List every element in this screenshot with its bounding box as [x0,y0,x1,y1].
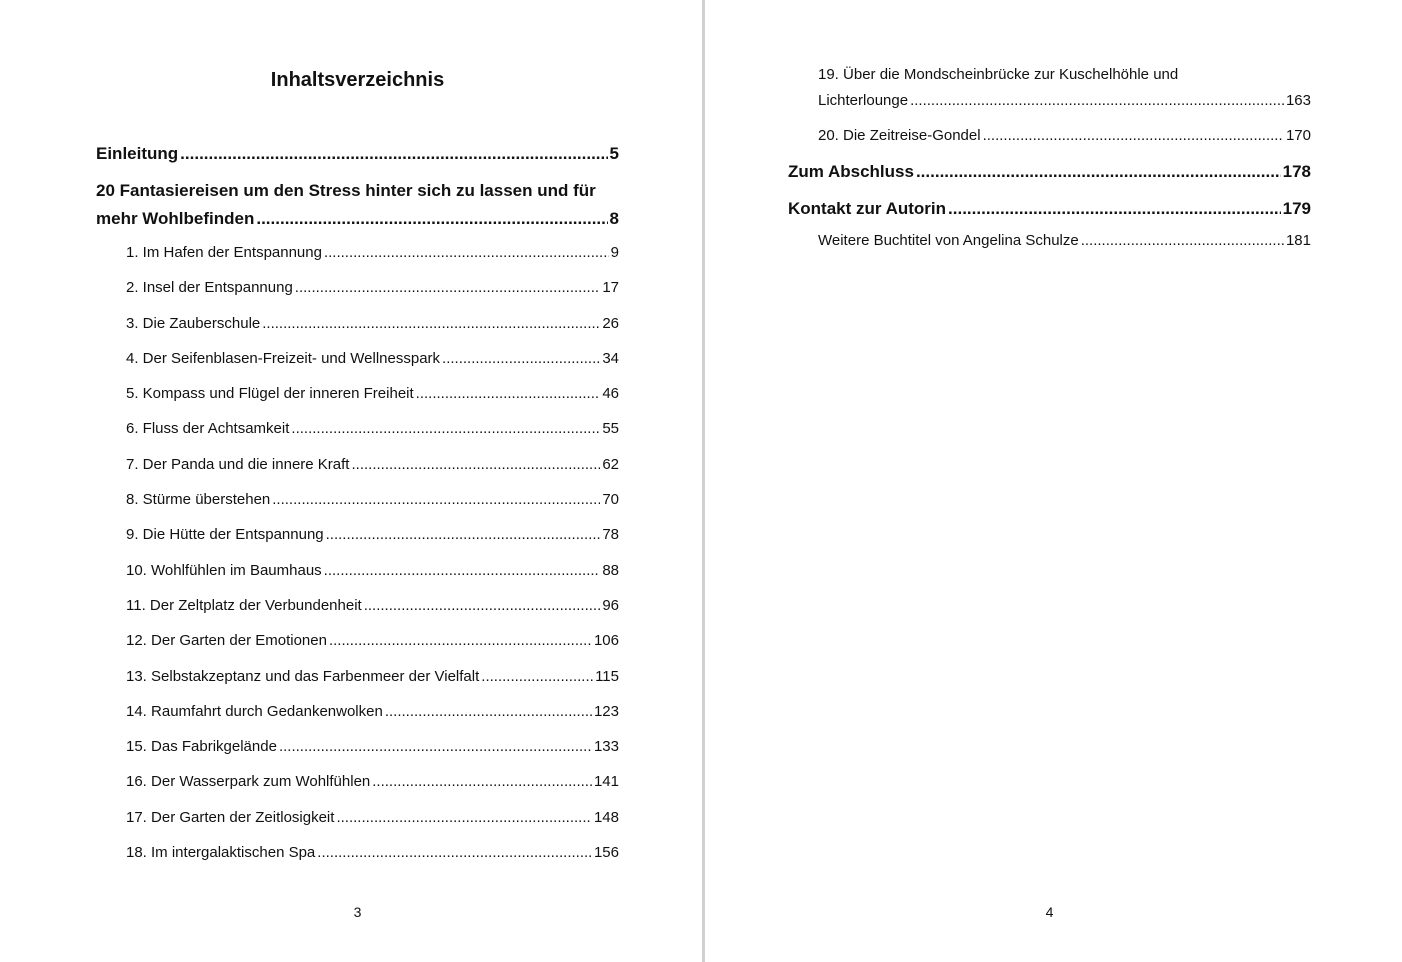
toc-entry-page: 70 [602,491,619,509]
toc-entry-label: 18. Im intergalaktischen Spa [126,844,316,862]
leader-dots [295,277,601,299]
toc-entry-more-titles[interactable] [788,230,1311,252]
toc-entry-label: Einleitung [96,144,179,163]
leader-dots [256,205,607,233]
toc-entry-page: 133 [593,738,619,756]
page-number: 3 [353,904,362,920]
toc-entry-2[interactable] [96,277,619,299]
toc-entry-page: 148 [593,808,619,826]
leader-dots [372,771,592,793]
leader-dots [262,313,600,335]
toc-entry-label-line1: 19. Über die Mondscheinbrücke zur Kuschelhöhle und [818,66,1179,83]
toc-entry-page: 123 [593,702,619,720]
leader-dots [324,242,609,264]
toc-entry-6[interactable] [96,418,619,440]
toc-entry-3[interactable] [96,313,619,335]
leader-dots [180,140,607,168]
leader-dots [351,454,600,476]
toc-entry-page: 179 [1282,199,1311,218]
toc-entry-label: 16. Der Wasserpark zum Wohlfühlen [126,773,371,791]
toc-entry-16[interactable] [96,771,619,793]
toc-entry-label: 17. Der Garten der Zeitlosigkeit [126,808,335,826]
toc-entry-page: 5 [609,144,619,163]
leader-dots [910,90,1284,112]
toc-entry-label: 4. Der Seifenblasen-Freizeit- und Wellnesspark [126,349,441,367]
toc-entry-page: 106 [593,632,619,650]
leader-dots [416,383,601,405]
toc-entry-20[interactable] [788,125,1311,147]
toc-list-right [788,64,1311,265]
toc-entry-line2 [96,205,619,233]
toc-entry-page: 26 [602,314,619,332]
toc-entry-label: 11. Der Zeltplatz der Verbundenheit [126,596,362,614]
toc-entry-page: 178 [1282,162,1311,181]
toc-entry-page: 141 [593,773,619,791]
toc-entry-conclusion[interactable] [788,158,1311,186]
toc-entry-14[interactable] [96,701,619,723]
toc-list-left [96,140,619,877]
toc-entry-label-line1: 20 Fantasiereisen um den Stress hinter sich zu lassen und für [96,181,596,200]
toc-entry-page: 163 [1285,92,1311,109]
toc-entry-introduction[interactable] [96,140,619,168]
toc-entry-label: 10. Wohlfühlen im Baumhaus [126,561,322,579]
leader-dots [948,195,1281,223]
leader-dots [324,560,601,582]
toc-entry-page: 8 [609,209,619,228]
toc-entry-page: 96 [602,596,619,614]
toc-entry-10[interactable] [96,560,619,582]
toc-entry-label: 2. Insel der Entspannung [126,279,293,297]
leader-dots [279,736,592,758]
toc-entry-17[interactable] [96,807,619,829]
page-number: 4 [1045,904,1054,920]
toc-entry-page: 9 [610,244,619,261]
toc-entry-18[interactable] [96,842,619,864]
page-right [705,0,1402,962]
toc-entry-page: 170 [1285,127,1311,144]
toc-entry-9[interactable] [96,524,619,546]
toc-entry-page: 88 [602,561,619,579]
toc-entry-label: 1. Im Hafen der Entspannung [126,244,322,261]
leader-dots [291,418,600,440]
toc-entry-contact[interactable] [788,195,1311,223]
toc-entry-8[interactable] [96,489,619,511]
leader-dots [916,158,1281,186]
leader-dots [317,842,592,864]
toc-entry-page: 115 [595,667,619,685]
toc-entry-label: Kontakt zur Autorin [788,199,947,218]
toc-entry-label: 20. Die Zeitreise-Gondel [818,127,981,144]
toc-entry-label: 8. Stürme überstehen [126,491,271,509]
toc-entry-label: 3. Die Zauberschule [126,314,261,332]
leader-dots [983,125,1284,147]
toc-entry-page: 62 [602,455,619,473]
leader-dots [364,595,601,617]
toc-entry-5[interactable] [96,383,619,405]
toc-entry-label: 6. Fluss der Achtsamkeit [126,420,290,438]
toc-entry-page: 55 [602,420,619,438]
leader-dots [329,630,592,652]
leader-dots [442,348,600,370]
toc-entry-7[interactable] [96,454,619,476]
toc-entry-label: Lichterlounge [818,92,909,109]
toc-entry-page: 181 [1285,232,1311,249]
toc-entry-page: 156 [593,844,619,862]
toc-entry-fantasy-journeys[interactable] [96,177,619,233]
toc-entry-label: 7. Der Panda und die innere Kraft [126,455,350,473]
toc-entry-label: 12. Der Garten der Emotionen [126,632,327,650]
leader-dots [385,701,592,723]
toc-entry-4[interactable] [96,348,619,370]
toc-entry-13[interactable] [96,666,619,688]
toc-entry-label: 9. Die Hütte der Entspannung [126,526,324,544]
toc-entry-page: 78 [602,526,619,544]
leader-dots [481,666,593,688]
leader-dots [336,807,592,829]
toc-entry-15[interactable] [96,736,619,758]
leader-dots [326,524,601,546]
toc-entry-label: 15. Das Fabrikgelände [126,738,277,756]
toc-entry-19[interactable] [788,64,1311,112]
toc-entry-label: Zum Abschluss [788,162,914,181]
toc-entry-12[interactable] [96,630,619,652]
toc-entry-page: 34 [602,349,619,367]
toc-entry-page: 46 [602,385,619,403]
toc-entry-label: 13. Selbstakzeptanz und das Farbenmeer der Vielfalt [126,667,480,685]
toc-entry-label: 5. Kompass und Flügel der inneren Freiheit [126,385,414,403]
toc-entry-label: Weitere Buchtitel von Angelina Schulze [818,232,1079,249]
toc-entry-11[interactable] [96,595,619,617]
toc-entry-label: 14. Raumfahrt durch Gedankenwolken [126,702,383,720]
toc-entry-1[interactable] [96,242,619,264]
toc-title: Inhaltsverzeichnis [270,69,445,91]
toc-entry-page: 17 [602,279,619,297]
leader-dots [1081,230,1284,252]
toc-entry-line2 [788,90,1311,112]
leader-dots [272,489,600,511]
toc-entry-label: mehr Wohlbefinden [96,209,255,228]
